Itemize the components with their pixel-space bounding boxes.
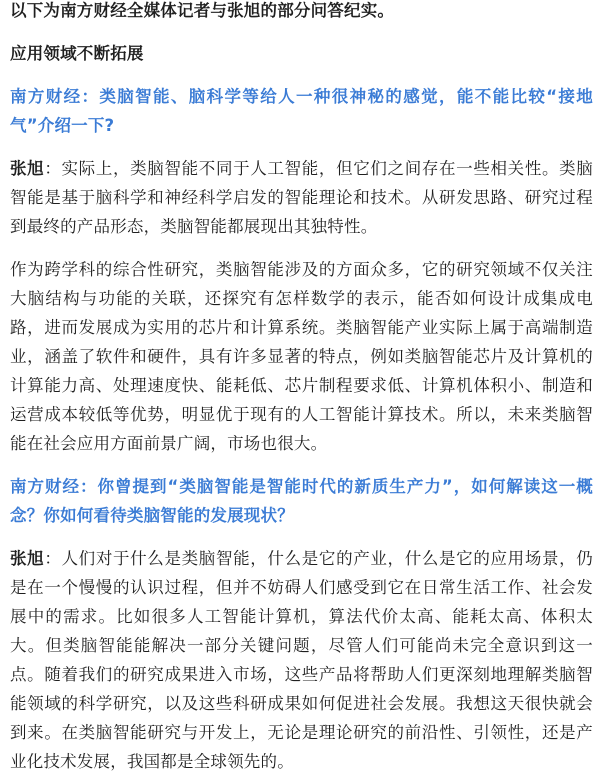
answer-2	[10, 544, 593, 776]
answer-1	[10, 154, 593, 241]
speaker-label: 张旭	[10, 549, 45, 568]
section-title: 应用领域不断拓展	[10, 44, 144, 63]
answer-1-text: 实际上，类脑智能不同于人工智能，但它们之间存在一些相关性。类脑智能是基于脑科学和神经科学启发的智能理论和技术。从研发思路、研究过程到最终的产品形态，类脑智能都展现出其独特性。	[10, 159, 594, 236]
question-1: 南方财经：类脑智能、脑科学等给人一种很神秘的感觉，能不能比较“接地气”介绍一下?	[10, 87, 593, 135]
speaker-label: 张旭	[10, 159, 45, 178]
answer-2-text: 人们对于什么是类脑智能，什么是它的产业，什么是它的应用场景，仍是在一个慢慢的认识过程，但并不妨碍人们感受到它在日常生活工作、社会发展中的需求。比如很多人工智能计算机，算法代价太高、能耗太高、体积太大。但类脑智能能解决一部分关键问题，尽管人们可能尚未完全意识到这一点。随着我们的研究成果进入市场，这些产品将帮助人们更深刻地理解类脑智能领域的科学研究，以及这些科研成果如何促进社会发展。我想这天很快就会到来。在类脑智能研究与开发上，无论是理论研究的前沿性、引领性，还是产业化技术发展，我国都是全球领先的。	[10, 549, 594, 771]
question-2: 南方财经：你曾提到“类脑智能是智能时代的新质生产力”，如何解读这一概念？你如何看待类脑智能的发展现状？	[10, 477, 593, 525]
speaker-colon: ：	[44, 549, 62, 568]
answer-1-followup: 作为跨学科的综合性研究，类脑智能涉及的方面众多，它的研究领域不仅关注大脑结构与功能的关联，还探究有怎样数学的表示，能否如何设计成集成电路，进而发展成为实用的芯片和计算系统。类脑智能产业实际上属于高端制造业，涵盖了软件和硬件，具有许多显著的特点，例如类脑智能芯片及计算机的计算能力高、处理速度快、能耗低、芯片制程要求低、计算机体积小、制造和运营成本较低等优势，明显优于现有的人工智能计算技术。所以，未来类脑智能在社会应用方面前景广阔，市场也很大。	[10, 260, 593, 453]
speaker-colon: ：	[44, 159, 62, 178]
intro-text: 以下为南方财经全媒体记者与张旭的部分问答纪实。	[10, 1, 395, 20]
